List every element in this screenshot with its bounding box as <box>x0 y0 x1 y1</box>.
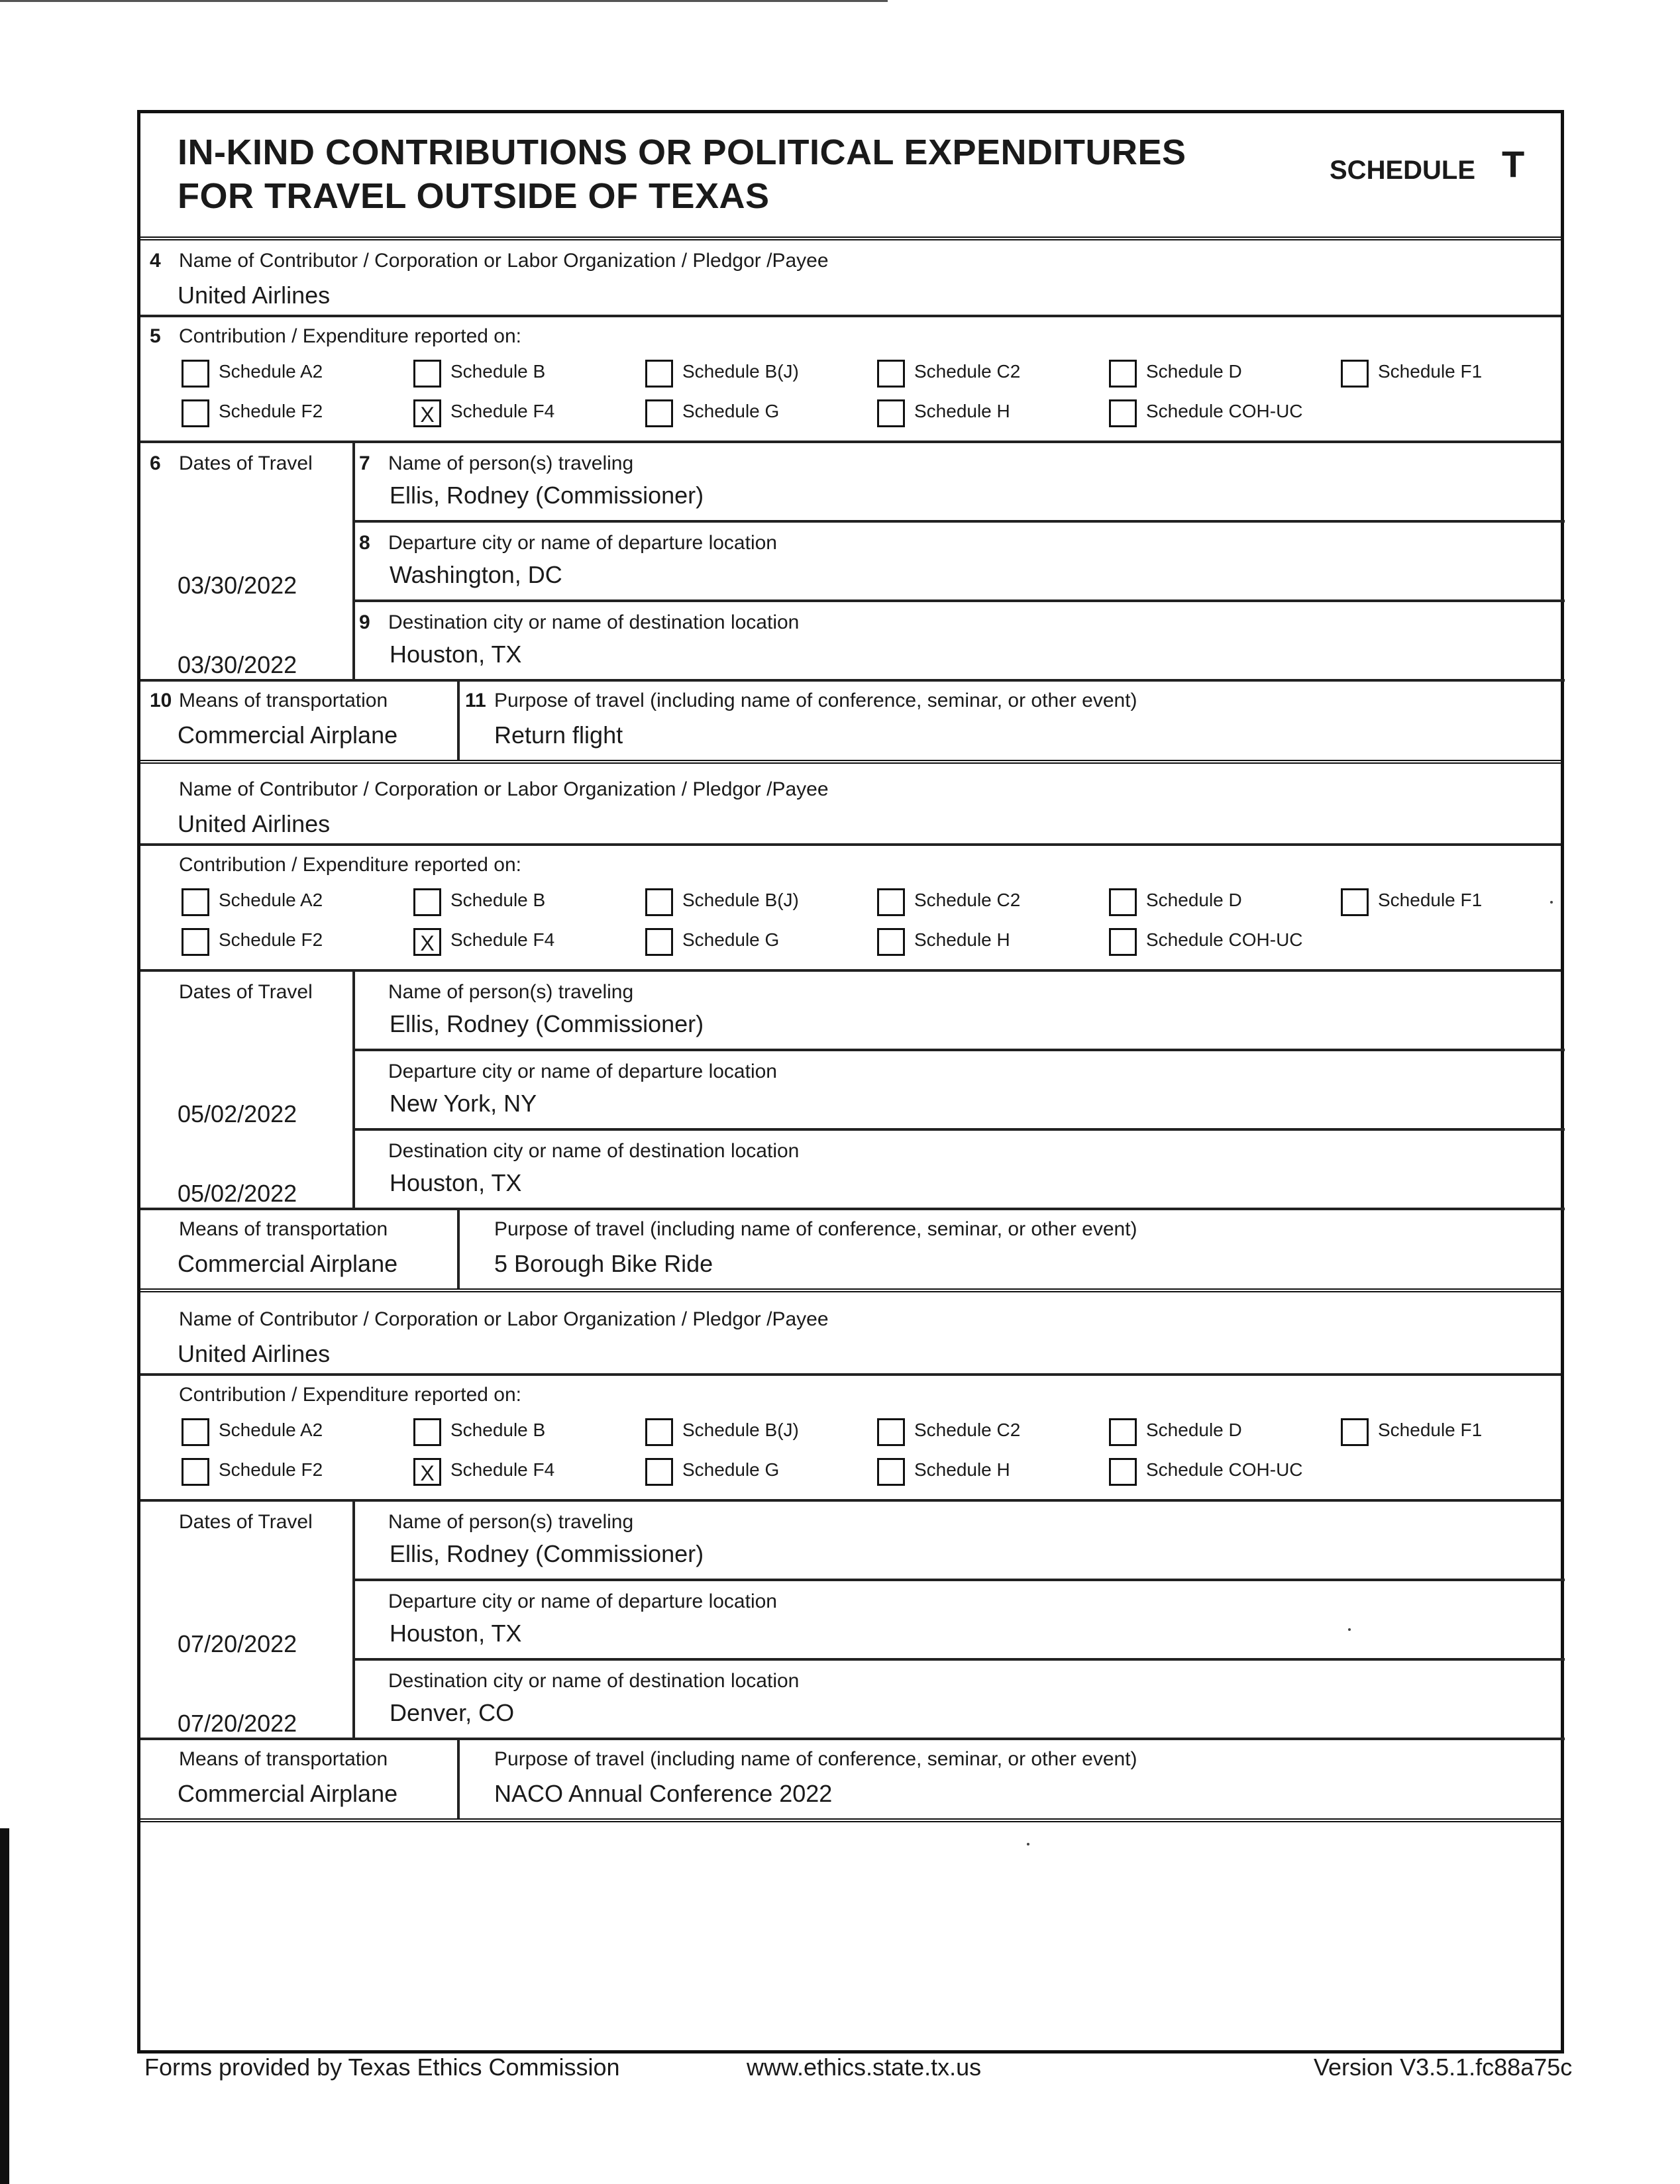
checkbox-box[interactable] <box>1109 399 1137 427</box>
destination-label: 9 Destination city or name of destination location <box>359 611 800 633</box>
checkbox-box[interactable] <box>645 1458 673 1486</box>
contributor-value: United Airlines <box>178 1340 331 1367</box>
persons-value: Ellis, Rodney (Commissioner) <box>390 1010 704 1037</box>
departure-value: Houston, TX <box>390 1620 522 1647</box>
checkbox-box[interactable] <box>413 888 441 916</box>
date-to: 07/20/2022 <box>178 1710 297 1737</box>
checkbox-label: Schedule C2 <box>914 890 1021 910</box>
checkbox-box[interactable] <box>645 1418 673 1446</box>
checkbox-box[interactable] <box>1109 1418 1137 1446</box>
checkbox-label: Schedule F4 <box>450 1459 555 1480</box>
dates-label: 6 Dates of Travel <box>150 452 313 474</box>
checkbox-label: Schedule COH-UC <box>1146 401 1303 421</box>
transport-label: 10 Means of transportation <box>150 690 388 711</box>
reported-on-label: Contribution / Expenditure reported on: <box>179 1384 521 1406</box>
schedule-label: SCHEDULE <box>1330 156 1476 185</box>
checkbox-box[interactable] <box>645 399 673 427</box>
checkbox-box[interactable] <box>182 360 209 388</box>
checkbox-label: Schedule B <box>450 890 546 910</box>
checkbox-box[interactable] <box>877 928 905 956</box>
purpose-label: 11 Purpose of travel (including name of conference, seminar, or other event) <box>465 690 1137 711</box>
checkbox-label: Schedule B(J) <box>682 1420 799 1440</box>
checkbox-label: Schedule H <box>914 929 1010 950</box>
travel-entry <box>140 769 1561 1299</box>
destination-value: Denver, CO <box>390 1699 515 1726</box>
purpose-value: NACO Annual Conference 2022 <box>494 1780 833 1807</box>
checkbox-label: Schedule C2 <box>914 361 1021 382</box>
transport-row <box>140 1740 1561 1822</box>
travel-block <box>140 1502 1561 1740</box>
checkbox-box[interactable] <box>1109 360 1137 388</box>
checkbox-label: Schedule G <box>682 401 780 421</box>
purpose-value: 5 Borough Bike Ride <box>494 1250 713 1277</box>
checkbox-label: Schedule B <box>450 1420 546 1440</box>
date-from: 03/30/2022 <box>178 572 297 599</box>
checkbox-label: Schedule D <box>1146 1420 1242 1440</box>
reported-on-row <box>140 317 1561 443</box>
divider <box>457 1210 460 1288</box>
persons-label: Name of person(s) traveling <box>388 981 634 1003</box>
checkbox-label: Schedule COH-UC <box>1146 1459 1303 1480</box>
reported-on-row <box>140 1376 1561 1502</box>
dates-label: Dates of Travel <box>179 981 313 1003</box>
persons-value: Ellis, Rodney (Commissioner) <box>390 1540 704 1567</box>
checkbox-box[interactable] <box>645 888 673 916</box>
field-number: 4 <box>150 250 161 272</box>
transport-value: Commercial Airplane <box>178 1250 398 1277</box>
transport-row <box>140 682 1561 764</box>
checkbox-box[interactable] <box>182 928 209 956</box>
checkbox-box[interactable] <box>1341 360 1369 388</box>
field-number: 10 <box>150 690 172 711</box>
date-to: 05/02/2022 <box>178 1180 297 1207</box>
persons-label: 7 Name of person(s) traveling <box>359 452 634 474</box>
departure-value: Washington, DC <box>390 561 562 588</box>
departure-label: Departure city or name of departure location <box>388 1061 777 1082</box>
purpose-label: Purpose of travel (including name of conference, seminar, or other event) <box>494 1748 1137 1770</box>
checkbox-box[interactable] <box>413 1418 441 1446</box>
checkbox-box[interactable] <box>877 1458 905 1486</box>
transport-label: Means of transportation <box>179 1748 388 1770</box>
footer-provider: Forms provided by Texas Ethics Commission <box>144 2054 620 2081</box>
scan-top-line <box>0 0 888 2</box>
transport-label: Means of transportation <box>179 1218 388 1240</box>
title-line-1: IN-KIND CONTRIBUTIONS OR POLITICAL EXPENDITURES <box>178 132 1186 172</box>
checkbox-label: Schedule F2 <box>219 401 323 421</box>
contributor-label: Name of Contributor / Corporation or Labor Organization / Pledgor /Payee <box>179 778 829 800</box>
checkbox-box[interactable] <box>182 399 209 427</box>
field-number: 11 <box>465 690 486 711</box>
checkbox-box[interactable] <box>877 399 905 427</box>
checkbox-label: Schedule D <box>1146 361 1242 382</box>
checkbox-label: Schedule G <box>682 1459 780 1480</box>
checkbox-label: Schedule F1 <box>1378 890 1483 910</box>
schedule-t-form <box>137 110 1564 2054</box>
checkbox-label: Schedule COH-UC <box>1146 929 1303 950</box>
checkbox-label: Schedule B(J) <box>682 361 799 382</box>
checkbox-label: Schedule H <box>914 1459 1010 1480</box>
checkbox-label: Schedule D <box>1146 890 1242 910</box>
transport-value: Commercial Airplane <box>178 1780 398 1807</box>
checkbox-box[interactable] <box>182 888 209 916</box>
schedule-letter: T <box>1502 143 1525 185</box>
persons-label: Name of person(s) traveling <box>388 1511 634 1533</box>
checkbox-label: Schedule H <box>914 401 1010 421</box>
destination-value: Houston, TX <box>390 641 522 668</box>
checkbox-box[interactable]: X <box>413 928 441 956</box>
checkbox-box[interactable]: X <box>413 1458 441 1486</box>
checkbox-box[interactable] <box>877 360 905 388</box>
checkbox-box[interactable] <box>413 360 441 388</box>
departure-label: Departure city or name of departure location <box>388 1590 777 1612</box>
checkbox-box[interactable] <box>182 1458 209 1486</box>
checkbox-label: Schedule A2 <box>219 890 323 910</box>
divider <box>457 682 460 760</box>
checkbox-label: Schedule A2 <box>219 1420 323 1440</box>
field-number: 6 <box>150 452 161 474</box>
date-from: 05/02/2022 <box>178 1100 297 1127</box>
checkbox-box[interactable] <box>877 1418 905 1446</box>
scan-edge-mark <box>0 1828 9 2184</box>
contributor-row <box>140 769 1561 846</box>
checkbox-box[interactable] <box>1109 928 1137 956</box>
checkbox-box[interactable] <box>182 1418 209 1446</box>
contributor-value: United Airlines <box>178 810 331 837</box>
travel-entry <box>140 1299 1561 1829</box>
reported-on-label: Contribution / Expenditure reported on: <box>179 854 521 876</box>
transport-row <box>140 1210 1561 1292</box>
checkbox-box[interactable] <box>645 928 673 956</box>
checkbox-box[interactable]: X <box>413 399 441 427</box>
transport-value: Commercial Airplane <box>178 721 398 749</box>
date-to: 03/30/2022 <box>178 651 297 678</box>
checkbox-label: Schedule F2 <box>219 1459 323 1480</box>
persons-value: Ellis, Rodney (Commissioner) <box>390 482 704 509</box>
field-number: 5 <box>150 325 161 347</box>
purpose-label: Purpose of travel (including name of conference, seminar, or other event) <box>494 1218 1137 1240</box>
travel-block <box>140 972 1561 1210</box>
checkbox-box[interactable] <box>645 360 673 388</box>
destination-label: Destination city or name of destination location <box>388 1670 800 1692</box>
checkbox-label: Schedule B(J) <box>682 890 799 910</box>
footer-version: Version V3.5.1.fc88a75c <box>1314 2054 1573 2081</box>
reported-on-row <box>140 846 1561 972</box>
checkbox-label: Schedule F2 <box>219 929 323 950</box>
checkbox-box[interactable] <box>877 888 905 916</box>
contributor-label: 4 Name of Contributor / Corporation or Labor Organization / Pledgor /Payee <box>150 250 829 272</box>
checkbox-label: Schedule G <box>682 929 780 950</box>
contributor-row <box>140 1299 1561 1376</box>
footer-url[interactable]: www.ethics.state.tx.us <box>747 2054 982 2081</box>
checkbox-label: Schedule F4 <box>450 401 555 421</box>
field-number: 7 <box>359 452 370 474</box>
checkbox-label: Schedule F4 <box>450 929 555 950</box>
checkbox-label: Schedule C2 <box>914 1420 1021 1440</box>
travel-entry <box>140 240 1561 770</box>
departure-label: 8 Departure city or name of departure location <box>359 532 777 554</box>
checkbox-label: Schedule A2 <box>219 361 323 382</box>
departure-value: New York, NY <box>390 1090 537 1117</box>
title-line-2: FOR TRAVEL OUTSIDE OF TEXAS <box>178 176 770 216</box>
field-number: 8 <box>359 532 370 554</box>
contributor-row <box>140 240 1561 317</box>
dates-label: Dates of Travel <box>179 1511 313 1533</box>
divider <box>457 1740 460 1818</box>
checkbox-box[interactable] <box>1341 1418 1369 1446</box>
checkbox-box[interactable] <box>1109 888 1137 916</box>
destination-label: Destination city or name of destination location <box>388 1140 800 1162</box>
reported-on-label: 5 Contribution / Expenditure reported on: <box>150 325 521 347</box>
destination-value: Houston, TX <box>390 1169 522 1196</box>
contributor-label: Name of Contributor / Corporation or Labor Organization / Pledgor /Payee <box>179 1308 829 1330</box>
purpose-value: Return flight <box>494 721 623 749</box>
checkbox-label: Schedule B <box>450 361 546 382</box>
checkbox-box[interactable] <box>1109 1458 1137 1486</box>
form-title <box>178 130 1186 218</box>
checkbox-box[interactable] <box>1341 888 1369 916</box>
checkbox-label: Schedule F1 <box>1378 1420 1483 1440</box>
form-header <box>140 113 1561 240</box>
checkbox-label: Schedule F1 <box>1378 361 1483 382</box>
field-number: 9 <box>359 611 370 633</box>
travel-block <box>140 443 1561 682</box>
contributor-value: United Airlines <box>178 282 331 309</box>
date-from: 07/20/2022 <box>178 1630 297 1657</box>
